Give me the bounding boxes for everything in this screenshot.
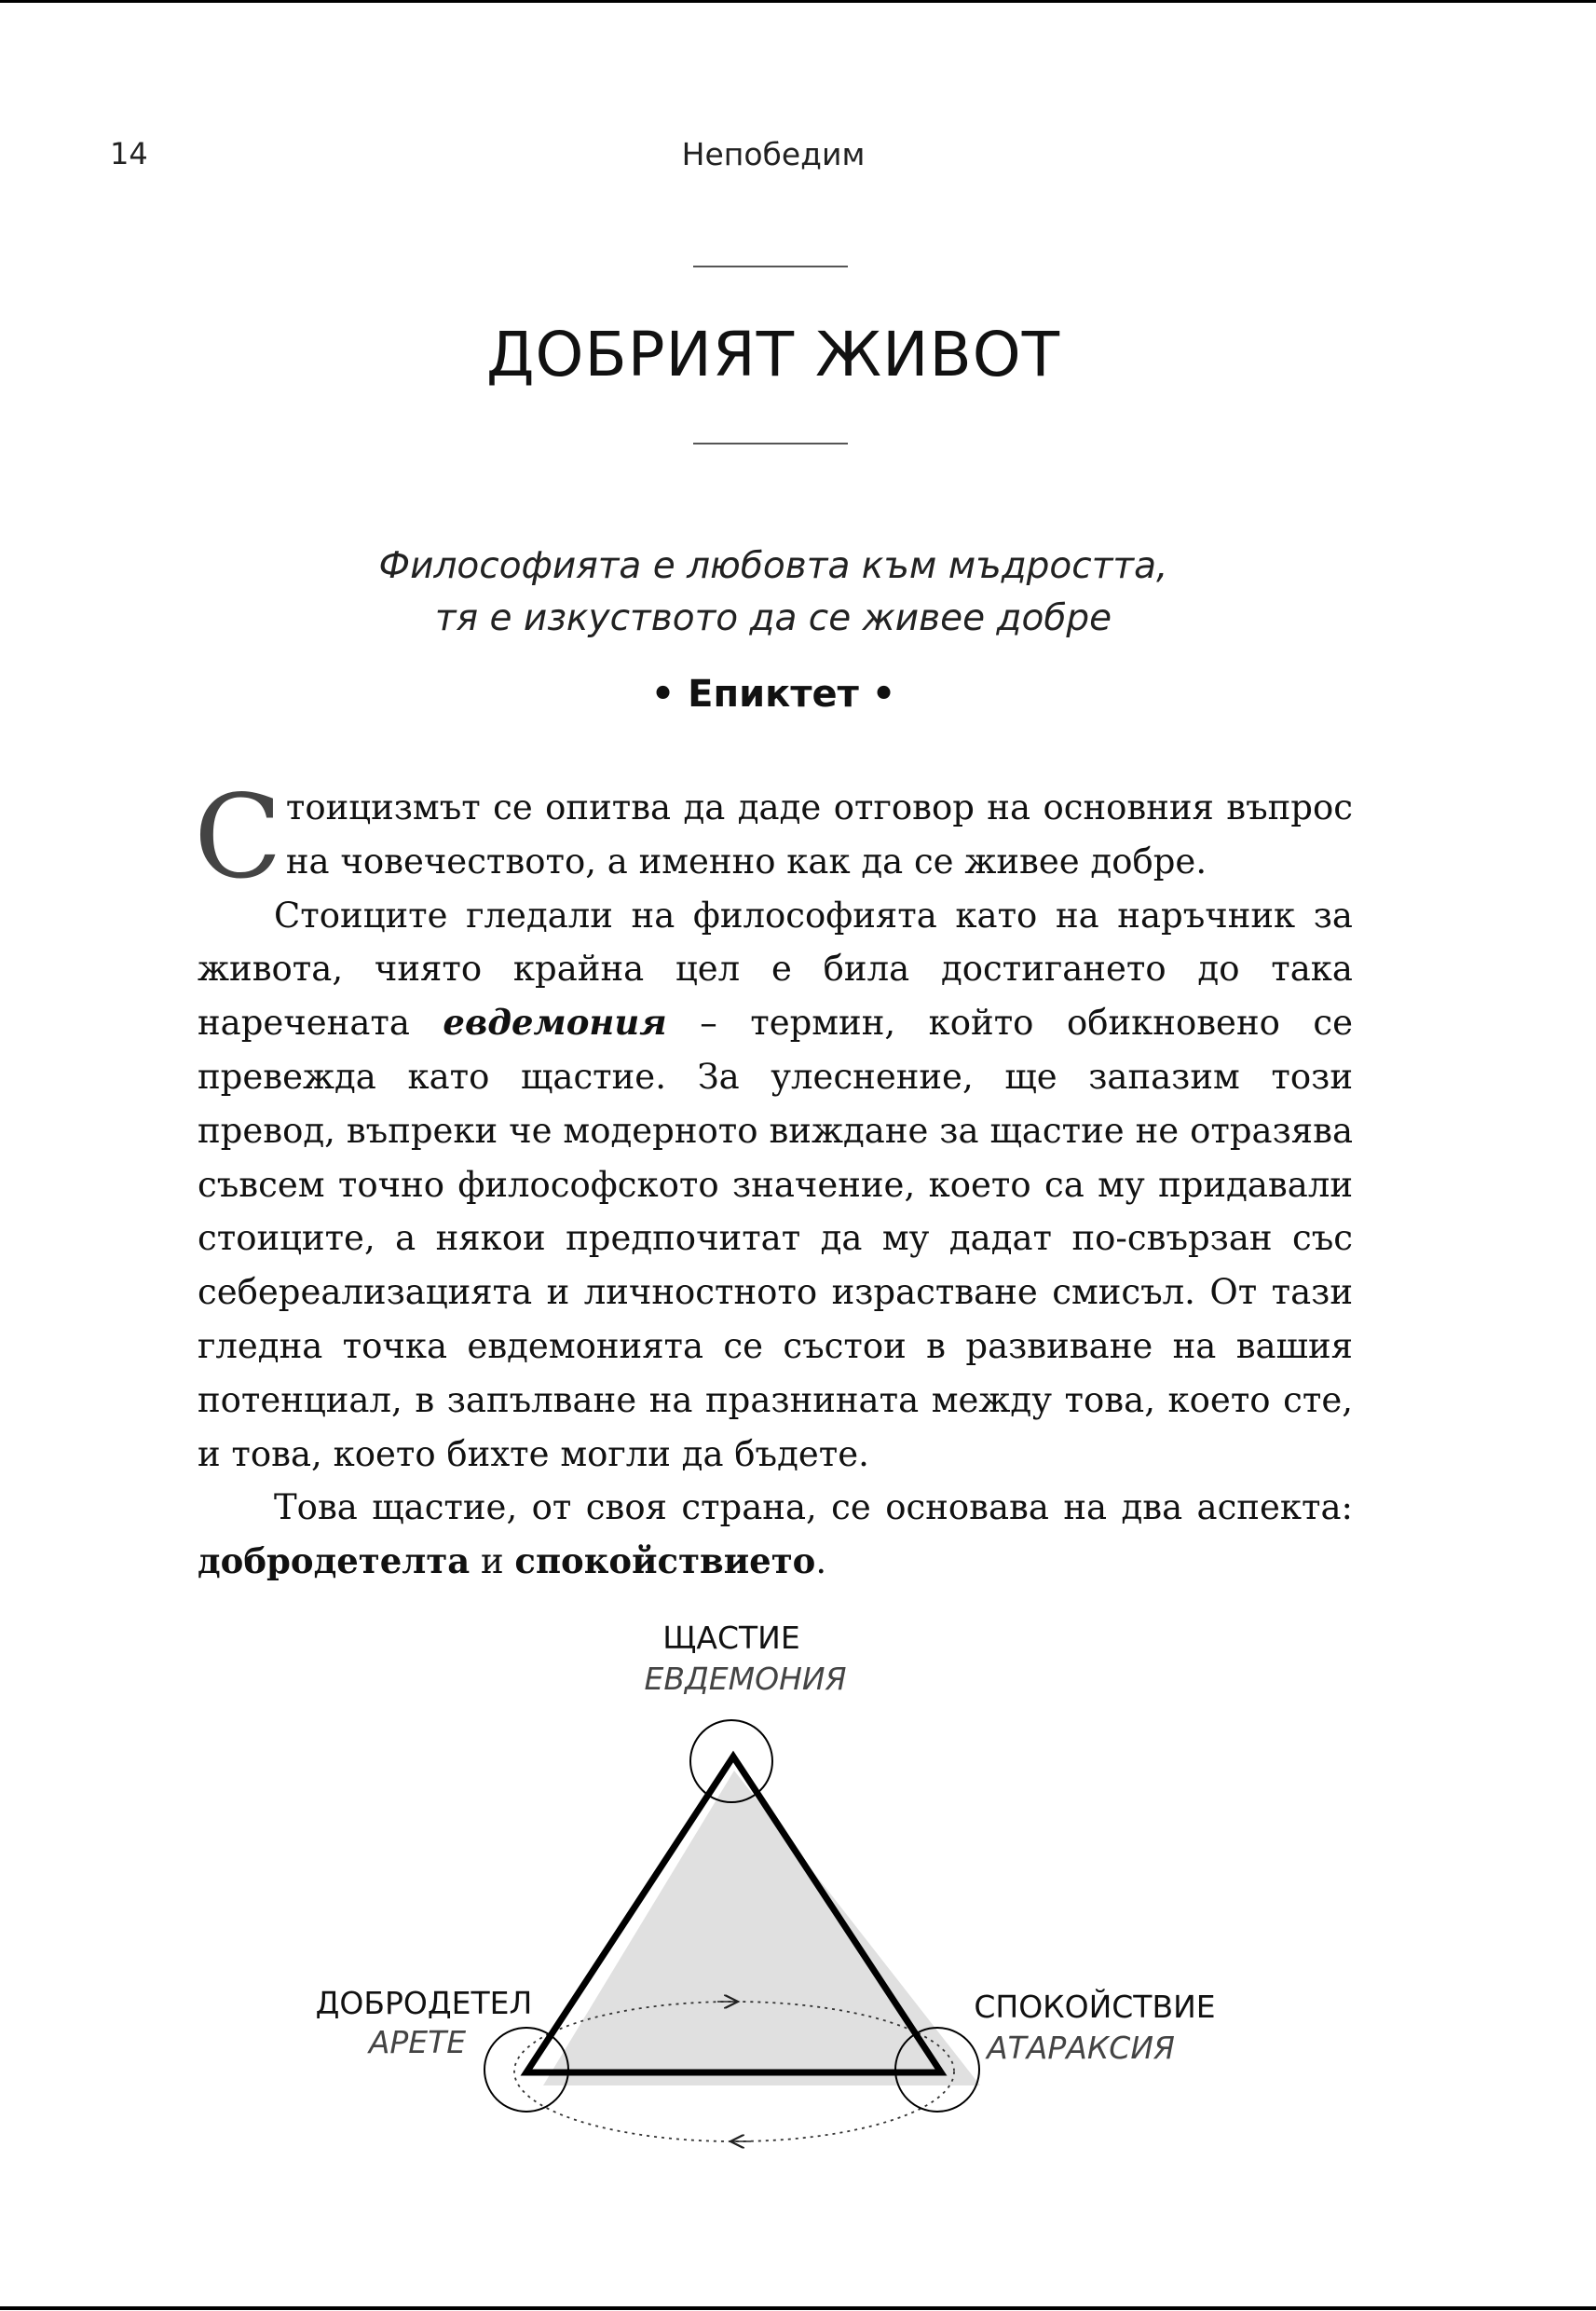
running-title: Непобедим xyxy=(681,136,866,172)
chapter-title: ДОБРИЯТ ЖИВОТ xyxy=(485,319,1061,390)
diagram-sublabel-ataraxia: АТАРАКСИЯ xyxy=(987,2030,1175,2066)
paragraph-3-text-middle: и xyxy=(470,1541,515,1582)
term-tranquility: спокойствието xyxy=(514,1540,816,1582)
epigraph-line-1: Философията е любовта към мъдростта, xyxy=(378,545,1168,587)
paragraph-3-text-start: Това щастие, от своя страна, се основава на два аспекта: xyxy=(274,1487,1353,1528)
epigraph-line-2: тя е изкуството да се живее добре xyxy=(434,597,1112,639)
term-eudaimonia: евдемония xyxy=(443,1002,667,1044)
diagram-label-virtue: ДОБРОДЕТЕЛ xyxy=(315,1985,533,2021)
diagram-sublabel-eudaimonia: ЕВДЕМОНИЯ xyxy=(644,1661,847,1697)
paragraph-3-text-end: . xyxy=(815,1541,827,1582)
term-virtue: добродетелта xyxy=(198,1540,471,1582)
page-number: 14 xyxy=(110,136,148,171)
triangle-shadow xyxy=(543,1771,980,2085)
page-border-bottom xyxy=(0,2306,1596,2310)
paragraph-2-text-end: – термин, който обикновено се превежда като щастие. За улеснение, ще запазим този превод, въпреки че модерното виждане за щастие не отразява съвсем точно философското значение, което са му придавали стоиците, а някои предпочитат да му дадат по-свързан със себереализацията и личностното израстване смисъл. От тази гледна точка евдемонията се състои в развиване на вашия потенциал, в запълване на празнината между това, което сте, и това, което бихте могли да бъдете. xyxy=(198,1003,1353,1474)
drop-cap: С xyxy=(194,771,282,905)
diagram-sublabel-arete: АРЕТЕ xyxy=(368,2024,467,2060)
diagram-label-happiness: ЩАСТИЕ xyxy=(662,1620,800,1656)
paragraph-1-text: тоицизмът се опитва да даде отговор на основния въпрос на човечеството, а именно как да се живее добре. xyxy=(285,787,1353,882)
diagram-label-tranquility: СПОКОЙСТВИЕ xyxy=(974,1989,1216,2025)
epigraph-author: • Епиктет • xyxy=(650,673,896,716)
paragraph-2-text-start: Стоиците гледали на философията като на наръчник за живота, чиято крайна цел е била достигането до така наречената xyxy=(198,895,1353,1044)
